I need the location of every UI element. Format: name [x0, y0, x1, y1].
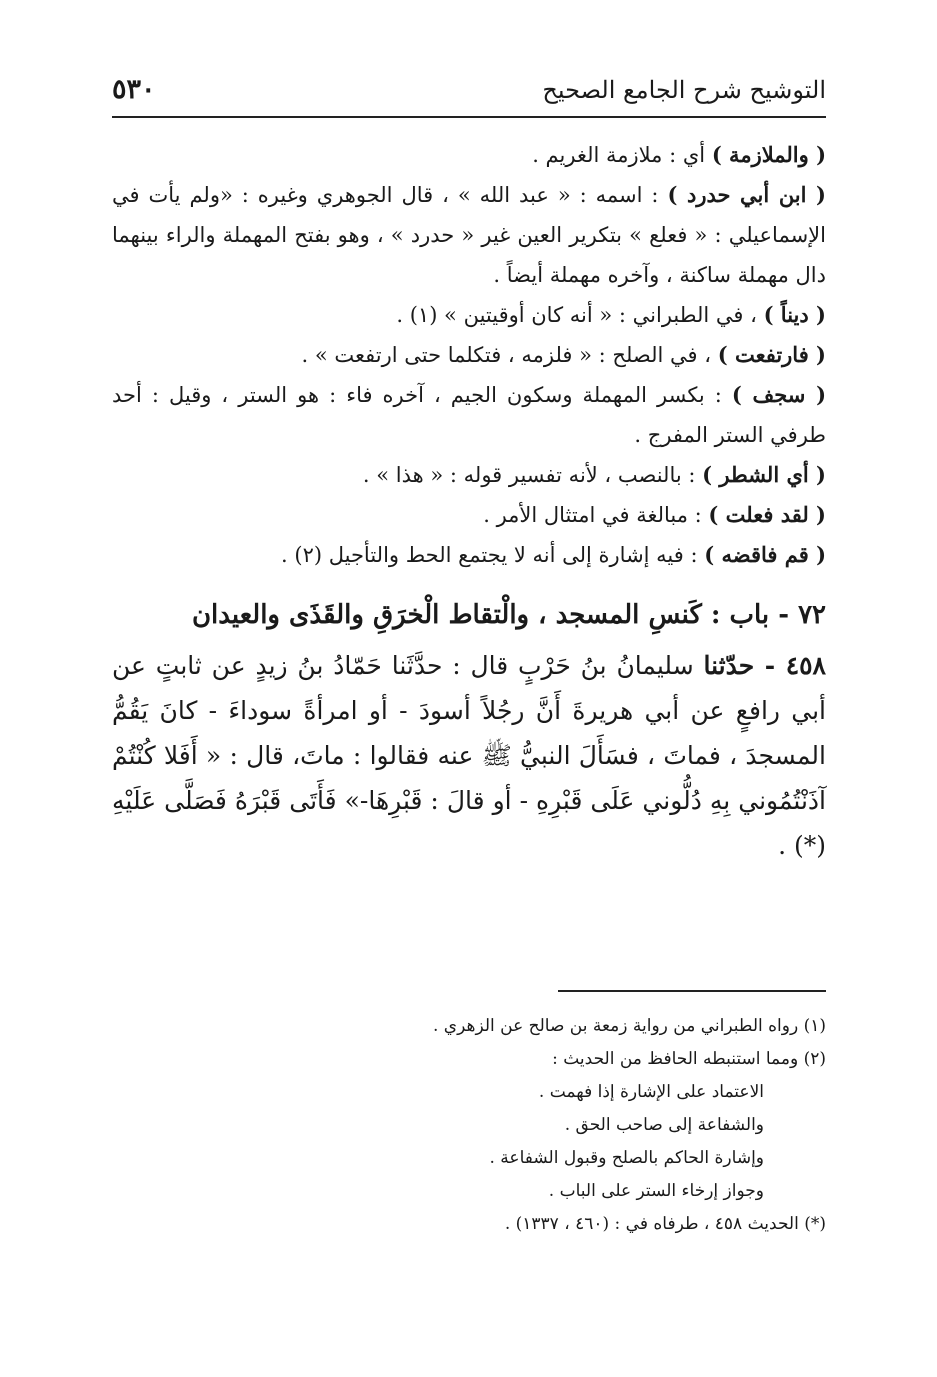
page-header	[112, 74, 826, 118]
hadith-number: ٤٥٨ - حدّثنا	[703, 651, 826, 680]
explanation: : بالنصب ، لأنه تفسير قوله : « هذا » .	[362, 463, 703, 487]
lemma: ( لقد فعلت )	[708, 502, 826, 527]
commentary-paragraph	[112, 375, 826, 455]
footnote-list-item: والشفاعة إلى صاحب الحق .	[564, 1115, 764, 1135]
lemma: ( ابن أبي حدرد )	[667, 182, 826, 207]
explanation: : اسمه : « عبد الله » ، قال الجوهري وغيره : «ولم يأت في الإسماعيلي : « فعلع » بتكرير العين غير « حدرد » ، وهو بفتح المهملة والراء بينهما دال مهملة ساكنة ، وآخره مهملة أيضاً .	[112, 183, 826, 287]
explanation: ، في الصلح : « فلزمه ، فتكلما حتى ارتفعت » .	[301, 343, 718, 367]
footnote: (٢) ومما استنبطه الحافظ من الحديث :	[552, 1049, 826, 1069]
commentary-paragraph	[112, 295, 826, 335]
commentary-paragraph	[112, 135, 826, 175]
hadith-body: سليمانُ بنُ حَرْبٍ قال : حدَّثَنا حَمّادُ بنُ زيدٍ عن ثابتٍ عن أبي رافعٍ عن أبي هريرةَ أَنَّ رجُلاً أسودَ - أو امرأةً سوداءَ - كانَ يَقُمُّ المسجدَ ، فماتَ ، فسَأَلَ النبيُّ ﷺ عنه فقالوا : ماتَ، قال : « أَفَلا كُنْتُمْ آذَنْتُمُوني بِهِ دُلُّوني عَلَى قَبْرِهِ - أو قالَ : قَبْرِهَا-» فَأَتَى قَبْرَهُ فَصَلَّى عَلَيْهِ (*) .	[112, 651, 826, 860]
footnote: (١) رواه الطبراني من رواية زمعة بن صالح عن الزهري .	[432, 1016, 826, 1036]
commentary-paragraph	[112, 335, 826, 375]
running-title: التوشيح شرح الجامع الصحيح	[542, 76, 826, 104]
commentary-paragraph	[112, 535, 826, 575]
lemma: ( أي الشطر )	[702, 462, 826, 487]
commentary-body	[112, 128, 826, 868]
footnote-divider	[558, 990, 826, 992]
commentary-paragraph	[112, 455, 826, 495]
hadith-text	[112, 643, 826, 868]
footnote: (*) الحديث ٤٥٨ ، طرفاه في : (٤٦٠ ، ١٣٣٧) .	[504, 1214, 826, 1234]
commentary-paragraph	[112, 175, 826, 295]
footnote-list-item: وإشارة الحاكم بالصلح وقبول الشفاعة .	[489, 1148, 764, 1168]
explanation: ، في الطبراني : « أنه كان أوقيتين » (١) .	[396, 303, 764, 327]
lemma: ( فارتفعت )	[717, 342, 826, 367]
footnotes	[112, 1010, 826, 1241]
lemma: ( قم فاقضه )	[704, 542, 826, 567]
lemma: ( ديناً )	[763, 302, 826, 327]
lemma: ( والملازمة )	[711, 142, 826, 167]
explanation: : فيه إشارة إلى أنه لا يجتمع الحط والتأجيل (٢) .	[281, 543, 705, 567]
explanation: أي : ملازمة الغريم .	[532, 143, 712, 167]
footnote-list-item: وجواز إرخاء الستر على الباب .	[548, 1181, 764, 1201]
explanation: : بكسر المهملة وسكون الجيم ، آخره فاء : هو الستر ، وقيل : أحد طرفي الستر المفرج .	[112, 383, 826, 447]
lemma: ( سجف )	[731, 382, 826, 407]
chapter-heading: ٧٢ - باب : كَنسِ المسجد ، والْتقاط الْخرَقِ والقَذَى والعيدان	[191, 600, 826, 630]
footnote-list-item: الاعتماد على الإشارة إذا فهمت .	[538, 1082, 764, 1102]
explanation: : مبالغة في امتثال الأمر .	[483, 503, 709, 527]
page-number: ٥٣٠	[112, 74, 156, 105]
commentary-paragraph	[112, 495, 826, 535]
